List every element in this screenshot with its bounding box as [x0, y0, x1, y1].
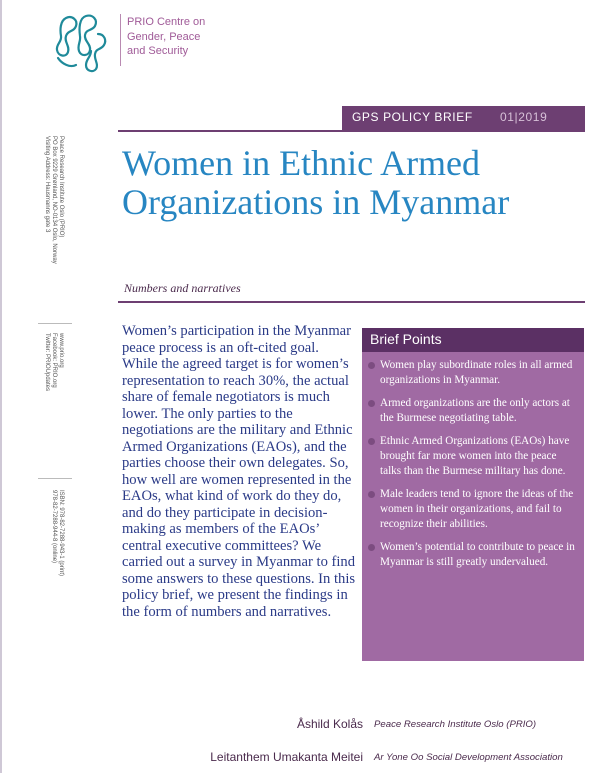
org-name-line: Gender, Peace	[127, 30, 201, 43]
web-line[interactable]: Twitter: PRIOUpdates	[43, 333, 50, 392]
isbn-block	[50, 490, 64, 576]
brief-point-item	[366, 487, 580, 532]
document-subtitle: Numbers and narratives	[124, 281, 241, 295]
author-affiliation: Peace Research Institute Oslo (PRIO)	[374, 719, 537, 730]
bullet-icon	[368, 544, 375, 551]
brief-point-text: Armed organizations are the only actors at the Burmese negotiating table.	[380, 397, 570, 424]
web-line[interactable]: Facebook: PRIO.org	[50, 333, 57, 388]
prio-gps-logo-icon	[52, 12, 110, 74]
subtitle-rule	[118, 301, 585, 303]
side-divider	[38, 478, 72, 479]
title-line: Organizations in Myanmar	[122, 182, 510, 222]
left-margin-rule	[0, 0, 2, 773]
document-title	[122, 144, 592, 222]
author-name: Leitanthem Umakanta Meitei	[210, 750, 363, 764]
address-line: Visiting Address: Hausmanns gate 3	[43, 136, 50, 233]
bullet-icon	[368, 438, 375, 445]
brief-point-text: Women play subordinate roles in all armed organizations in Myanmar.	[380, 359, 573, 386]
title-line: Women in Ethnic Armed	[122, 143, 481, 183]
bullet-icon	[368, 400, 375, 407]
brief-points-title: Brief Points	[370, 331, 442, 347]
brief-point-item	[366, 434, 580, 479]
org-name-line: PRIO Centre on	[127, 16, 206, 28]
brief-point-item	[366, 540, 580, 570]
side-divider	[38, 323, 72, 324]
brief-point-item	[366, 396, 580, 426]
address-line: PO Box 9229 Grønland, NO-0134 Oslo, Norway	[50, 136, 57, 264]
brief-point-item	[366, 358, 580, 388]
bullet-icon	[368, 362, 375, 369]
isbn-line: 978-82-7288-944-8 (online)	[50, 490, 57, 564]
isbn-line: ISBN: 978-82-7288-943-1 (print)	[58, 490, 64, 577]
brief-point-text: Ethnic Armed Organizations (EAOs) have brought far more women into the peace talks than the Burmese military has done.	[380, 435, 570, 477]
org-name-line: and Security	[127, 45, 189, 57]
address-line: Peace Research Institute Oslo (PRIO)	[58, 136, 64, 238]
brief-point-text: Women’s potential to contribute to peace in Myanmar is still greatly undervalued.	[380, 541, 575, 568]
logo-divider	[120, 14, 121, 66]
brief-point-text: Male leaders tend to ignore the ideas of the women in their organizations, and fail to recognize their abilities.	[380, 488, 574, 530]
address-block	[42, 136, 64, 264]
web-block	[42, 333, 64, 391]
brief-points-list	[366, 358, 580, 578]
intro-paragraph: Women’s participation in the Myanmar peace process is an oft-cited goal. While the agreed target is for women’s representation to reach 30%, the actual share of female negotiators is much lower. The only parties to the negotiations are the military and Ethnic Armed Organizations (EAOs), and the parties choose their own delegates. So, how well are women represented in the EAOs, what kind of work do they do, and do they participate in decision-making as members of the EAOs’ central executive committees? We carried out a survey in Myanmar to find some answers to these questions. In this policy brief, we present the findings in the form of numbers and narratives.	[122, 323, 356, 620]
org-name	[127, 15, 247, 59]
web-line[interactable]: www.prio.org	[58, 333, 64, 368]
header-rule	[118, 130, 585, 132]
bullet-icon	[368, 491, 375, 498]
policy-brief-number: 01|2019	[500, 110, 548, 124]
author-affiliation: Ar Yone Oo Social Development Association	[374, 752, 563, 763]
policy-brief-label: GPS POLICY BRIEF	[352, 110, 473, 124]
author-name: Åshild Kolås	[296, 717, 363, 731]
